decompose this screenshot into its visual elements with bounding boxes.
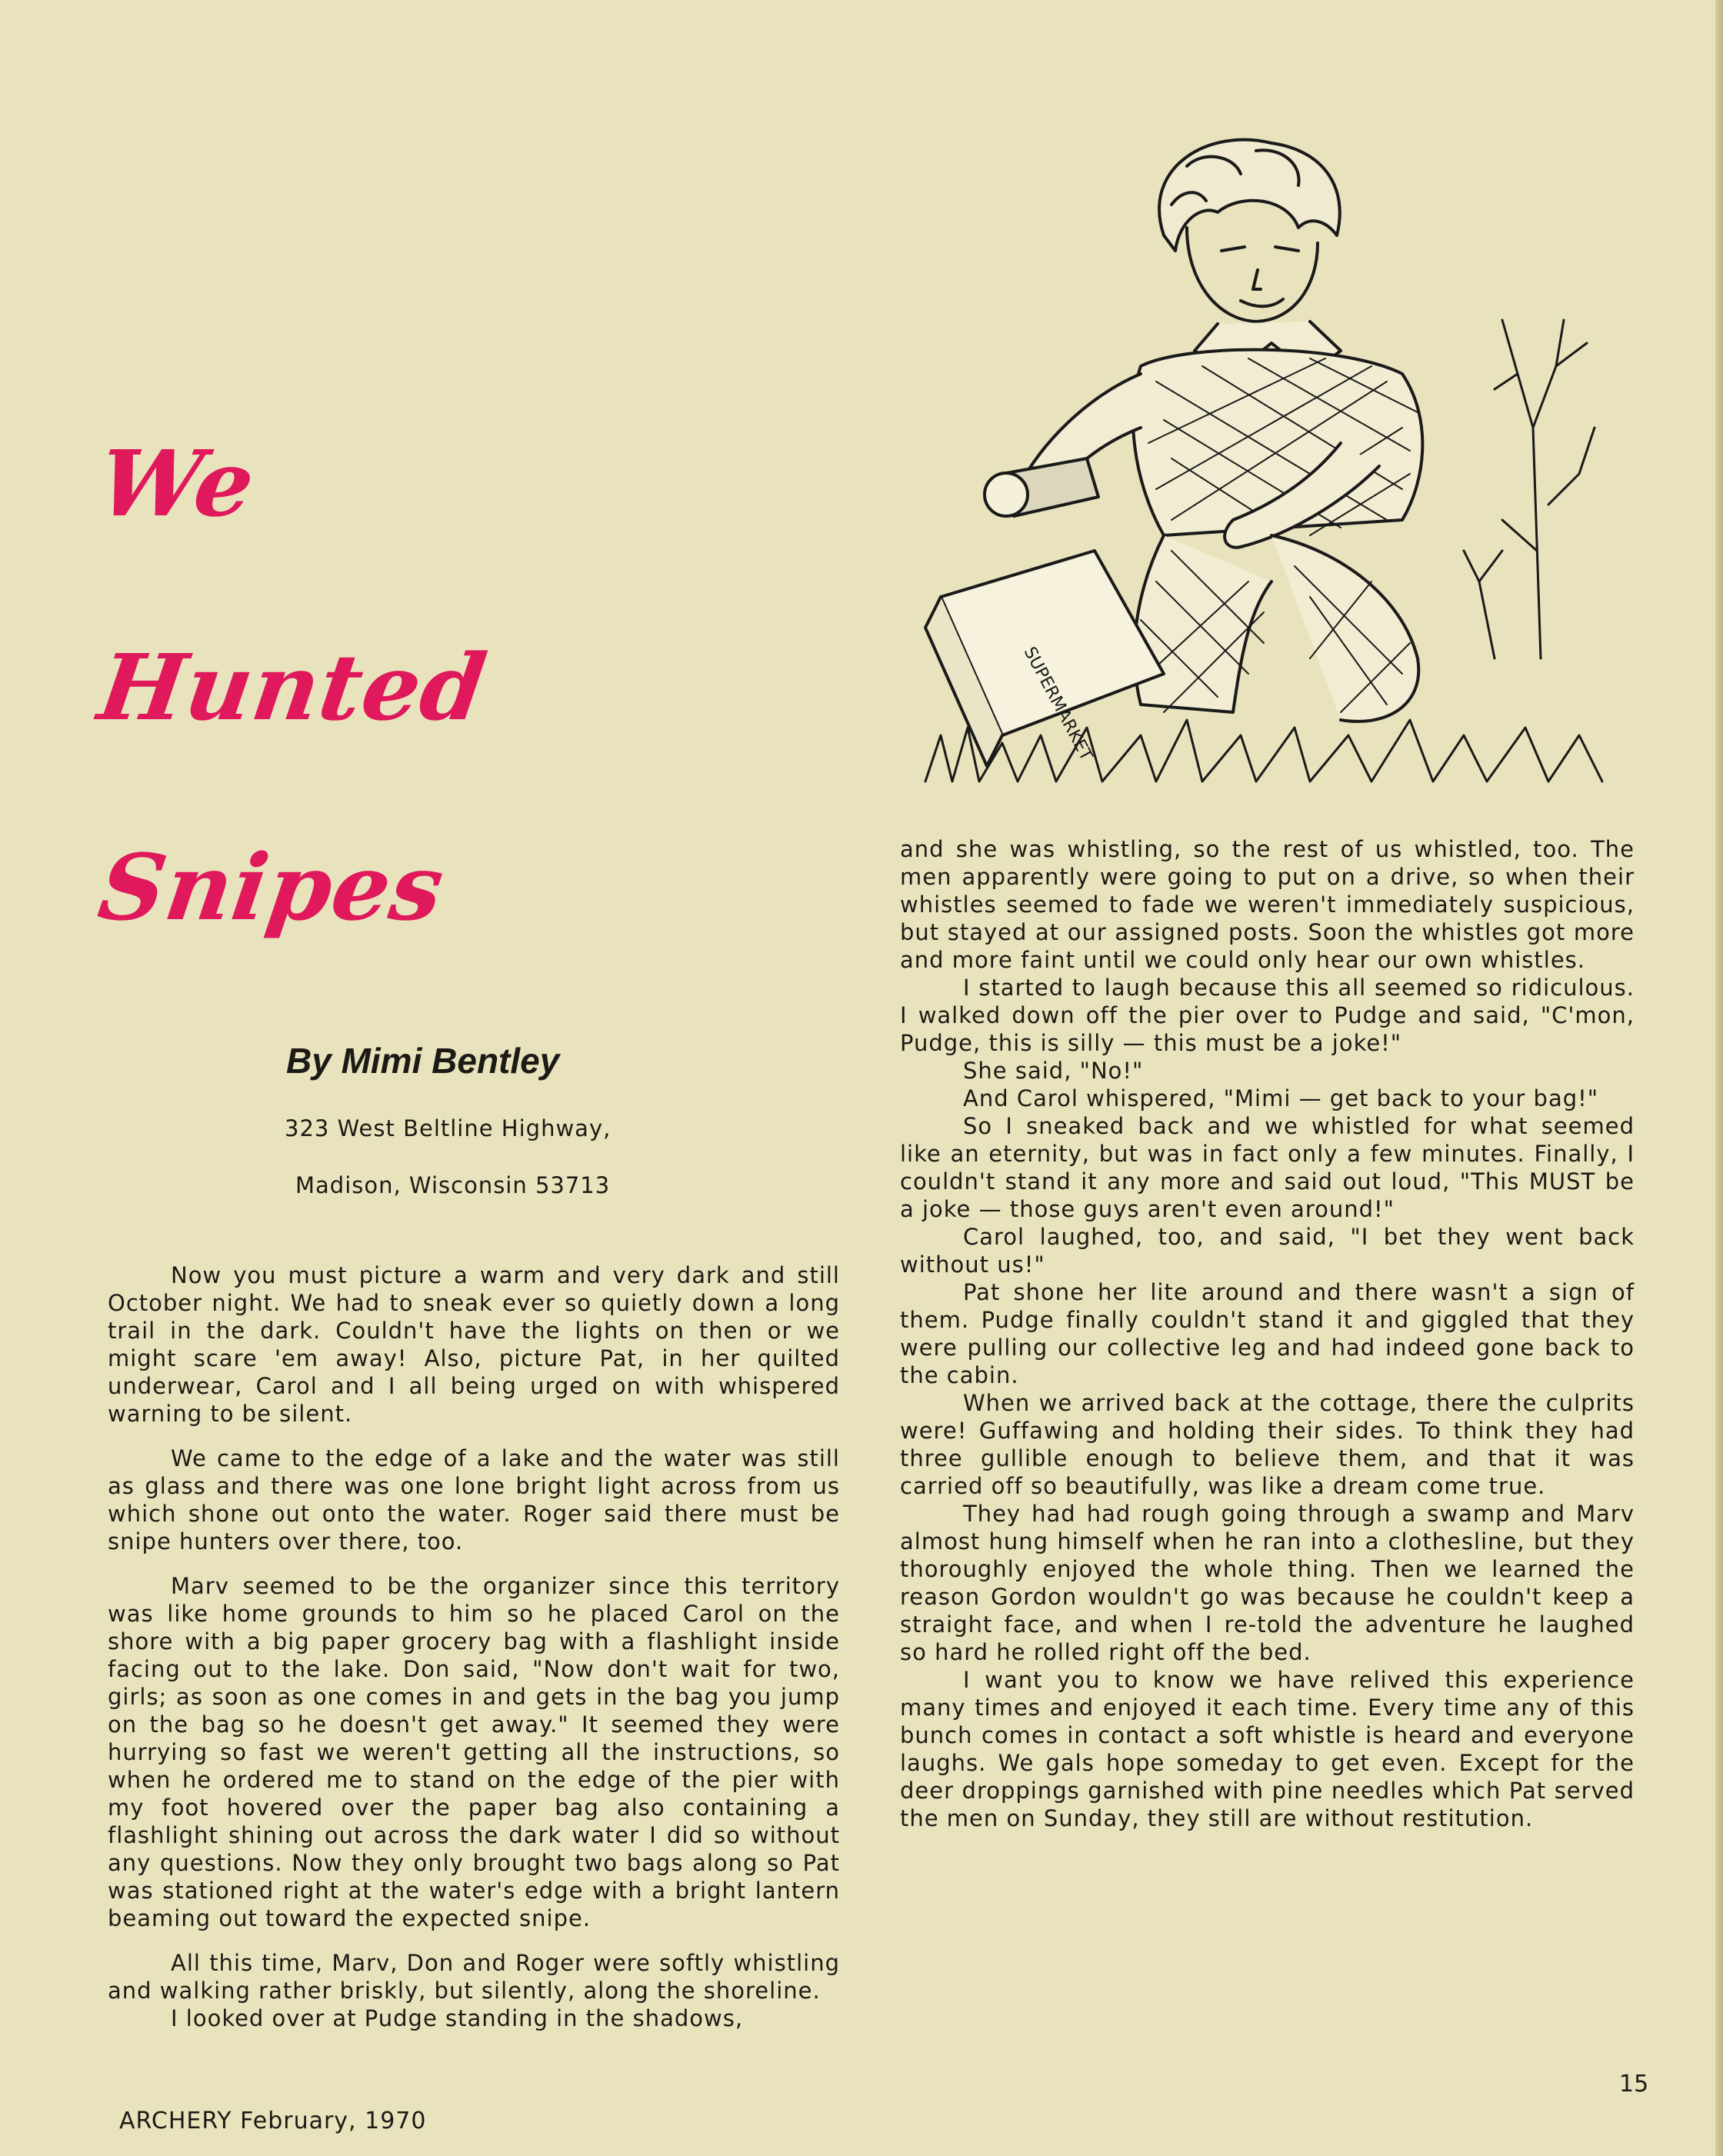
right-column bbox=[900, 835, 1635, 1832]
paragraph: So I sneaked back and we whistled for what seemed like an eternity, but was in fact only a few minutes. Finally, I couldn't stand it any more and said out loud, "This MUST be a joke — those guys aren't even around!" bbox=[900, 1113, 1635, 1222]
paragraph: I want you to know we have relived this experience many times and enjoyed it each time. Every time any of this bunch comes in contact a soft whistle is heard and everyone laughs. We gals hope someday to get even. Except for the deer droppings garnished with pine needles which Pat served the men on Sunday, they still are without restitution. bbox=[900, 1667, 1635, 1831]
paragraph: Marv seemed to be the organizer since this territory was like home grounds to him so he placed Carol on the shore with a big paper grocery bag with a flashlight inside facing out to the lake. Don said, "Now don't wait for two, girls; as soon as one comes in and gets in the bag you jump on the bag so he doesn't get away." It seemed they were hurrying so fast we weren't getting all the instructions, so when he ordered me to stand on the edge of the pier with my foot hovered over the paper bag also containing a flashlight shining out across the dark water I did so without any questions. Now they only brought two bags along so Pat was stationed right at the water's edge with a bright lantern beaming out toward the expected snipe. bbox=[108, 1573, 840, 1931]
paragraph: And Carol whispered, "Mimi — get back to your bag!" bbox=[963, 1085, 1599, 1111]
address-line-2: Madison, Wisconsin 53713 bbox=[295, 1172, 611, 1198]
left-column bbox=[108, 1261, 840, 2032]
woman-kneeling-illustration bbox=[910, 120, 1611, 789]
title-line-3: Snipes bbox=[92, 834, 451, 941]
page-edge bbox=[1715, 0, 1723, 2156]
paragraph: They had had rough going through a swamp and Marv almost hung himself when he ran into a clothesline, but they thoroughly enjoyed the whole thing. Then we learned the reason Gordon wouldn't go was because he couldn't keep a straight face, and when I re-told the adventure he laughed so hard he rolled right off the bed. bbox=[900, 1501, 1635, 1665]
address-line-1: 323 West Beltline Highway, bbox=[285, 1115, 612, 1141]
paragraph: All this time, Marv, Don and Roger were softly whistling and walking rather briskly, but silently, along the shoreline. bbox=[108, 1950, 840, 2004]
byline: By Mimi Bentley bbox=[286, 1041, 560, 1081]
paragraph: When we arrived back at the cottage, there the culprits were! Guffawing and holding their sides. To think they had three gullible enough to believe them, and that it was carried off so beautifully, was like a dream come true. bbox=[900, 1390, 1635, 1499]
bag-label: SUPERMARKET bbox=[1019, 644, 1096, 765]
page-number: 15 bbox=[1619, 2071, 1649, 2098]
title-line-1: We bbox=[92, 430, 262, 537]
paragraph: Now you must picture a warm and very dark and still October night. We had to sneak ever so quietly down a long trail in the dark. Couldn't have the lights on then or we might scare 'em away! Also, picture Pat, in her quilted underwear, Carol and I all being urged on with whispered warning to be silent. bbox=[108, 1262, 840, 1427]
paragraph: Carol laughed, too, and said, "I bet they went back without us!" bbox=[900, 1224, 1635, 1278]
paragraph: I started to laugh because this all seemed so ridiculous. I walked down off the pier over to Pudge and said, "C'mon, Pudge, this is silly — this must be a joke!" bbox=[900, 975, 1635, 1056]
paragraph: I looked over at Pudge standing in the shadows, bbox=[171, 2005, 744, 2031]
paragraph: We came to the edge of a lake and the water was still as glass and there was one lone bright light across from us which shone out onto the water. Roger said there must be snipe hunters over there, too. bbox=[108, 1445, 840, 1555]
paragraph: and she was whistling, so the rest of us whistled, too. The men apparently were going to put on a drive, so when their whistles seemed to fade we weren't immediately suspicious, but stayed at our assigned posts. Soon the whistles got more and more faint until we could only hear our own whistles. bbox=[900, 836, 1635, 973]
footer-magazine-date: ARCHERY February, 1970 bbox=[119, 2108, 427, 2134]
title-line-2: Hunted bbox=[92, 634, 494, 741]
paragraph: Pat shone her lite around and there wasn't a sign of them. Pudge finally couldn't stand it and giggled that they were pulling our collective leg and had indeed gone back to the cabin. bbox=[900, 1279, 1635, 1388]
paragraph: She said, "No!" bbox=[963, 1058, 1144, 1084]
